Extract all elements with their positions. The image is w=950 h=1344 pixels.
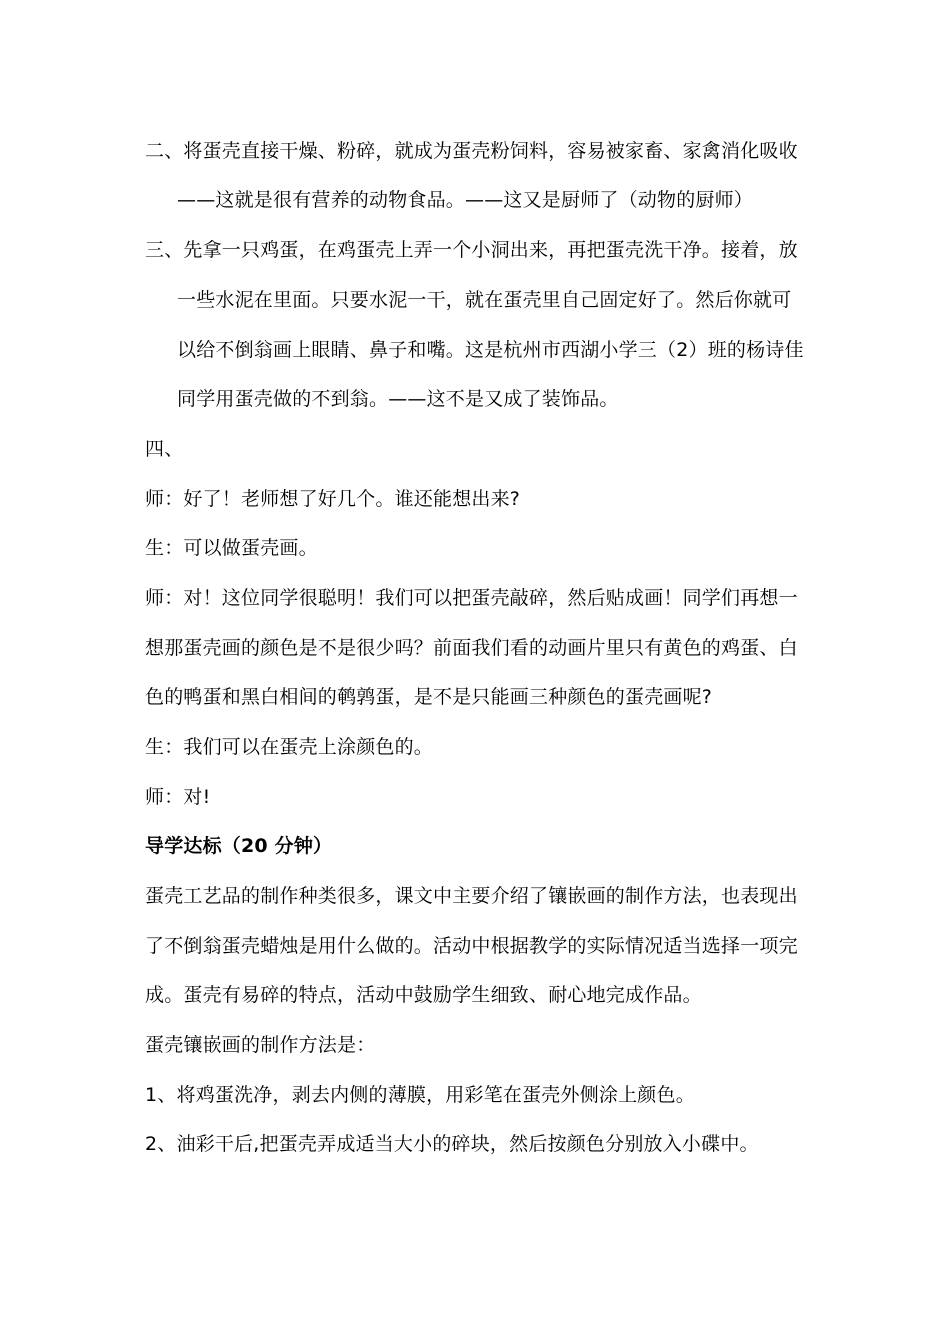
paragraph-line: 同学用蛋壳做的不到翁。——这不是又成了装饰品。 [177,388,619,410]
dialogue-line: 师：对！这位同学很聪明！我们可以把蛋壳敲碎，然后贴成画！同学们再想一 [145,587,798,609]
dialogue-line: 生：我们可以在蛋壳上涂颜色的。 [145,736,434,758]
paragraph-line: 二、将蛋壳直接干燥、粉碎，就成为蛋壳粉饲料，容易被家畜、家禽消化吸收 [145,140,798,162]
paragraph-line: 以给不倒翁画上眼睛、鼻子和嘴。这是杭州市西湖小学三（2）班的杨诗佳 [177,339,804,361]
dialogue-line: 师：对! [145,786,211,808]
paragraph-line: 蛋壳镶嵌画的制作方法是： [145,1034,376,1056]
list-item: 1、将鸡蛋洗净，剥去内侧的薄膜，用彩笔在蛋壳外侧涂上颜色。 [145,1084,695,1106]
paragraph-line: 三、先拿一只鸡蛋，在鸡蛋壳上弄一个小洞出来，再把蛋壳洗干净。接着，放 [145,239,798,261]
dialogue-line: 想那蛋壳画的颜色是不是很少吗？前面我们看的动画片里只有黄色的鸡蛋、白 [145,637,798,659]
paragraph-line: ——这就是很有营养的动物食品。——这又是厨师了（动物的厨师） [177,189,754,211]
list-item: 2、油彩干后,把蛋壳弄成适当大小的碎块，然后按颜色分别放入小碟中。 [145,1133,759,1155]
section-heading: 导学达标（20 分钟） [145,835,333,857]
paragraph-line: 一些水泥在里面。只要水泥一干，就在蛋壳里自己固定好了。然后你就可 [177,289,792,311]
paragraph-line: 蛋壳工艺品的制作种类很多，课文中主要介绍了镶嵌画的制作方法，也表现出 [145,885,798,907]
paragraph-line: 了不倒翁蛋壳蜡烛是用什么做的。活动中根据教学的实际情况适当选择一项完 [145,935,798,957]
paragraph-line: 四、 [145,438,184,460]
dialogue-line: 色的鸭蛋和黑白相间的鹌鹑蛋，是不是只能画三种颜色的蛋壳画呢? [145,686,713,708]
dialogue-line: 生：可以做蛋壳画。 [145,537,318,559]
paragraph-line: 成。蛋壳有易碎的特点，活动中鼓励学生细致、耐心地完成作品。 [145,984,702,1006]
dialogue-line: 师：好了！老师想了好几个。谁还能想出来? [145,488,521,510]
